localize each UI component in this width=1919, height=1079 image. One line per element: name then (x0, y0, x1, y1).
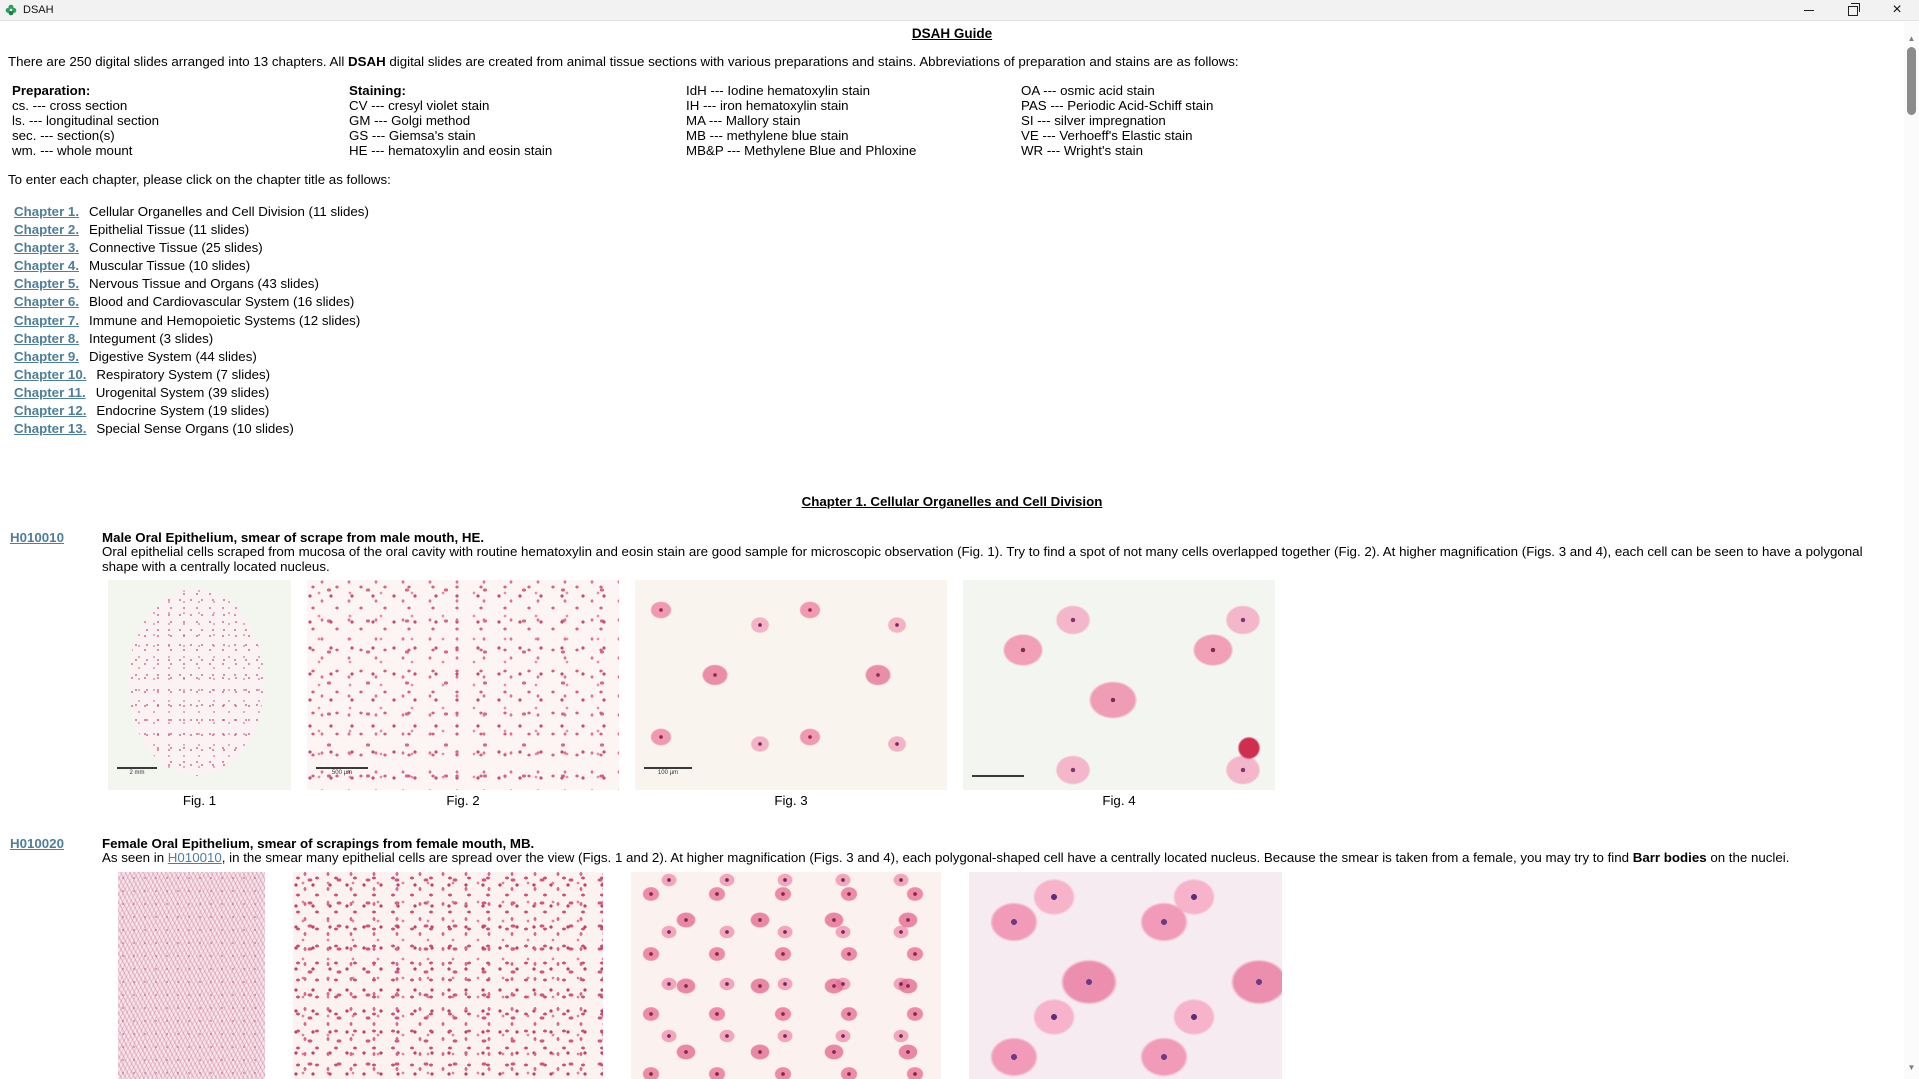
restore-icon (1848, 6, 1858, 16)
abbrev-heading: Preparation: (12, 83, 91, 98)
chapter-link-12[interactable]: Chapter 12. (14, 403, 87, 419)
desc-text: As seen in (102, 850, 168, 866)
abbrev-column-preparation (12, 83, 349, 158)
minimize-icon (1804, 10, 1814, 11)
chapter-link-11[interactable]: Chapter 11. (14, 384, 86, 400)
entry-title: Female Oral Epithelium, smear of scrapings from female mouth, MB. (102, 836, 535, 852)
chapter-link-9[interactable]: Chapter 9. (14, 348, 80, 364)
figure-4 (969, 872, 1282, 1079)
chapter-row (14, 366, 1904, 384)
chapter-row (14, 420, 1904, 438)
abbrev-item: WR --- Wright's stain (1021, 143, 1143, 158)
chapter-row (14, 203, 1904, 221)
chapter-title: Respiratory System (7 slides) (96, 366, 271, 382)
chapter-title: Nervous Tissue and Organs (43 slides) (89, 276, 319, 292)
figure-3-image (635, 580, 947, 790)
entry-head (0, 836, 1904, 851)
figure-2-label: Fig. 2 (446, 793, 480, 809)
scroll-down-icon[interactable]: ▼ (1907, 1063, 1916, 1072)
chapter-link-1[interactable]: Chapter 1. (14, 204, 80, 219)
chapter-link-6[interactable]: Chapter 6. (14, 294, 80, 310)
abbrev-column-staining (349, 83, 686, 158)
window-title: DSAH (23, 4, 54, 16)
chapter-row (14, 275, 1904, 293)
chapter-title: Endocrine System (19 slides) (96, 403, 270, 419)
figure-1-image (108, 580, 291, 790)
chapter-title: Urogenital System (39 slides) (95, 384, 270, 400)
figure-3 (631, 872, 941, 1079)
minimize-button[interactable] (1787, 0, 1831, 20)
abbrev-item: IH --- iron hematoxylin stain (686, 98, 849, 113)
window-titlebar (0, 0, 1919, 21)
abbrev-item: PAS --- Periodic Acid-Schiff stain (1021, 98, 1214, 113)
entry-description (102, 851, 1896, 866)
abbrev-item: HE --- hematoxylin and eosin stain (349, 143, 553, 158)
close-button[interactable] (1875, 0, 1919, 20)
chapter-title: Special Sense Organs (10 slides) (96, 421, 294, 437)
slide-link-h010010[interactable] (10, 530, 102, 545)
intro-text-bold: DSAH (348, 54, 386, 69)
abbrev-item: VE --- Verhoeff's Elastic stain (1021, 128, 1193, 143)
entry-h010020 (0, 836, 1904, 1079)
abbrev-column-stains-3 (1021, 83, 1213, 158)
scrollbar-thumb[interactable] (1907, 47, 1916, 115)
abbrev-item: OA --- osmic acid stain (1021, 83, 1155, 98)
figure-3-label: Fig. 3 (774, 793, 808, 809)
chapter-row (14, 402, 1904, 420)
figure-3 (635, 580, 947, 808)
chapter-row (14, 293, 1904, 311)
vertical-scrollbar[interactable] (1904, 20, 1919, 1079)
figure-row (0, 580, 1904, 808)
abbrev-item: GS --- Giemsa's stain (349, 128, 476, 143)
desc-bold-barr-bodies: Barr bodies (1632, 850, 1707, 866)
chapter-title: Integument (3 slides) (89, 330, 214, 346)
smear-pattern (128, 589, 263, 776)
chapter-link-13[interactable]: Chapter 13. (14, 421, 87, 437)
abbrev-item: GM --- Golgi method (349, 113, 471, 128)
abbrev-item: IdH --- Iodine hematoxylin stain (686, 83, 871, 98)
abbrev-item: SI --- silver impregnation (1021, 113, 1166, 128)
figure-4 (963, 580, 1275, 808)
page-title: DSAH Guide (911, 26, 993, 41)
figure-1 (118, 872, 265, 1079)
chapter-link-8[interactable]: Chapter 8. (14, 330, 80, 346)
figure-3-image (631, 872, 941, 1079)
chapter-row (14, 384, 1904, 402)
entry-head (0, 530, 1904, 545)
chapter-list (14, 203, 1904, 438)
abbrev-item: ls. --- longitudinal section (12, 113, 160, 128)
chapter-row (14, 239, 1904, 257)
window-controls (1787, 0, 1919, 20)
app-icon (5, 4, 17, 16)
figure-1 (108, 580, 291, 808)
abbrev-column-stains-2 (686, 83, 1021, 158)
intro-paragraph (8, 54, 1896, 69)
abbrev-heading: Staining: (349, 83, 406, 98)
abbreviations-section (12, 83, 1904, 158)
desc-text: , in the smear many epithelial cells are spread over the view (Figs. 1 and 2). At higher magnification (Figs. 3 and 4), each polygonal-shaped cell have a centrally located nucleus. Because the smear is taken from a female, you may try to find (221, 850, 1633, 866)
figure-1-label: Fig. 1 (182, 793, 217, 809)
figure-2 (293, 872, 603, 1079)
chapter-link-2[interactable]: Chapter 2. (14, 222, 80, 238)
chapter-row (14, 221, 1904, 239)
intro-text-pre: There are 250 digital slides arranged into 13 chapters. All (8, 54, 349, 69)
document-area (0, 20, 1904, 1079)
chapter-title: Epithelial Tissue (11 slides) (89, 222, 250, 238)
chapters-intro: To enter each chapter, please click on the chapter title as follows: (8, 172, 391, 187)
chapter-row (14, 348, 1904, 366)
figure-2-image (307, 580, 619, 790)
figure-4-label: Fig. 4 (1102, 793, 1136, 809)
entry-h010010 (0, 530, 1904, 808)
chapter-row (14, 257, 1904, 275)
figure-4-image (963, 580, 1275, 790)
scale-bar: 2 mm (117, 767, 157, 777)
chapter-row (14, 330, 1904, 348)
entry-description: Oral epithelial cells scraped from mucosa of the oral cavity with routine hematoxylin and eosin stain are good sample for microscopic observation (Fig. 1). Try to find a spot of not many cells overlapped together (Fig. 2). At higher magnification (Figs. 3 and 4), each cell can be seen to have a polygonal shape with a centrally located nucleus. (102, 544, 1863, 574)
chapter-title: Cellular Organelles and Cell Division (11 slides) (89, 204, 369, 219)
abbrev-item: MB --- methylene blue stain (686, 128, 849, 143)
desc-text: on the nuclei. (1706, 850, 1790, 866)
figure-row (0, 872, 1904, 1079)
scale-bar: 500 µm (316, 767, 368, 777)
abbrev-item: MA --- Mallory stain (686, 113, 801, 128)
figure-4-image (969, 872, 1282, 1079)
chapter-link-3[interactable]: Chapter 3. (14, 240, 80, 256)
figure-1-image (118, 872, 265, 1079)
figure-2 (307, 580, 619, 808)
close-icon: × (1892, 1, 1902, 18)
entry-title: Male Oral Epithelium, smear of scrape from male mouth, HE. (102, 530, 485, 546)
chapter-link-5[interactable]: Chapter 5. (14, 276, 80, 292)
intro-text-post: digital slides are created from animal tissue sections with various preparations and stains. Abbreviations of preparation and stains are as follows: (385, 54, 1239, 69)
abbrev-item: cs. --- cross section (12, 98, 128, 113)
abbrev-item: wm. --- whole mount (12, 143, 133, 158)
chapter-link-7[interactable]: Chapter 7. (14, 312, 80, 328)
chapter-row (14, 312, 1904, 330)
slide-id-link[interactable]: H010010 (10, 530, 64, 546)
figure-2-image (293, 872, 603, 1079)
chapter-title: Muscular Tissue (10 slides) (89, 258, 251, 274)
abbrev-item: MB&P --- Methylene Blue and Phloxine (686, 143, 917, 158)
chapter-title: Digestive System (44 slides) (89, 348, 257, 364)
scroll-up-icon[interactable]: ▲ (1907, 34, 1916, 43)
slide-link-h010020[interactable] (10, 836, 102, 851)
chapter-title: Connective Tissue (25 slides) (89, 240, 263, 256)
chapter1-heading: Chapter 1. Cellular Organelles and Cell Division (801, 494, 1103, 510)
abbrev-item: CV --- cresyl violet stain (349, 98, 490, 113)
inline-slide-link-h010010[interactable]: H010010 (167, 850, 222, 866)
chapter-link-4[interactable]: Chapter 4. (14, 258, 80, 274)
scale-bar (972, 775, 1024, 777)
scale-bar: 100 µm (644, 767, 692, 777)
slide-id-link[interactable]: H010020 (10, 836, 64, 852)
chapter-title: Immune and Hemopoietic Systems (12 slides) (89, 312, 361, 328)
restore-button[interactable] (1831, 0, 1875, 20)
chapter-link-10[interactable]: Chapter 10. (14, 366, 87, 382)
chapter-title: Blood and Cardiovascular System (16 slides) (89, 294, 355, 310)
abbrev-item: sec. --- section(s) (12, 128, 115, 143)
